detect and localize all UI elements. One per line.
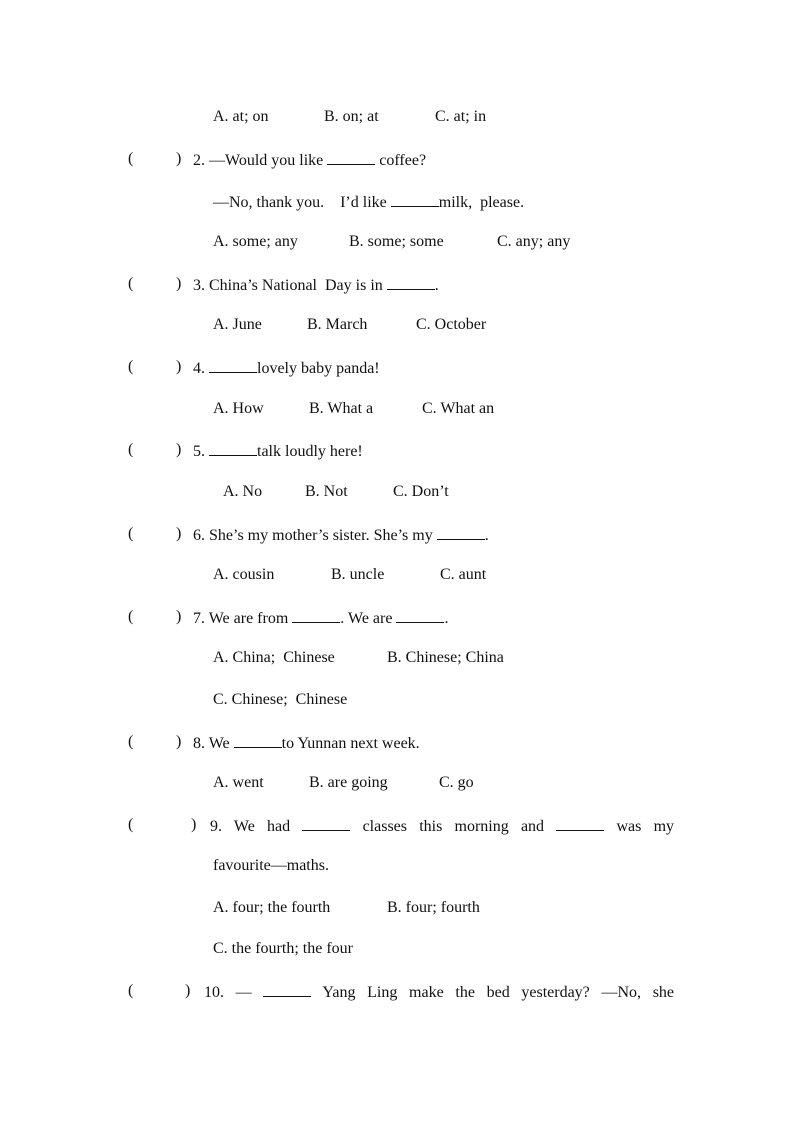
q6-option-a: A. cousin <box>213 566 275 583</box>
q1-option-c: C. at; in <box>435 108 487 125</box>
question-7: 7. We are from . We are . <box>193 607 448 627</box>
blank[interactable] <box>556 815 604 831</box>
question-9-line-2: favourite—maths. <box>213 857 329 874</box>
q2-option-b: B. some; some <box>349 233 444 250</box>
answer-bracket-q6[interactable]: ( ) <box>128 525 182 542</box>
blank[interactable] <box>437 524 485 540</box>
q7-option-a: A. China; Chinese <box>213 649 335 666</box>
q9-option-a: A. four; the fourth <box>213 899 331 916</box>
answer-bracket-q7[interactable]: ( ) <box>128 608 182 625</box>
question-2-line-2: —No, thank you. I’d like milk, please. <box>213 191 524 211</box>
q8-option-a: A. went <box>213 774 264 791</box>
q3-option-c: C. October <box>416 316 487 333</box>
q5-option-b: B. Not <box>305 483 348 500</box>
blank[interactable] <box>209 357 257 373</box>
answer-bracket-q10[interactable]: ( ) <box>128 982 191 999</box>
q3-option-b: B. March <box>307 316 368 333</box>
answer-bracket-q9[interactable]: ( ) <box>128 816 197 833</box>
q8-option-c: C. go <box>439 774 474 791</box>
question-3: 3. China’s National Day is in . <box>193 274 439 294</box>
answer-bracket-q2[interactable]: ( ) <box>128 150 182 167</box>
q4-option-a: A. How <box>213 400 264 417</box>
q4-option-b: B. What a <box>309 400 374 417</box>
blank[interactable] <box>209 440 257 456</box>
answer-bracket-q5[interactable]: ( ) <box>128 441 182 458</box>
blank[interactable] <box>302 815 350 831</box>
question-6: 6. She’s my mother’s sister. She’s my . <box>193 524 489 544</box>
q2-option-a: A. some; any <box>213 233 298 250</box>
q5-option-c: C. Don’t <box>393 483 449 500</box>
q7-option-b: B. Chinese; China <box>387 649 504 666</box>
blank[interactable] <box>327 149 375 165</box>
q1-option-b: B. on; at <box>324 108 379 125</box>
q3-option-a: A. June <box>213 316 262 333</box>
question-5: 5. talk loudly here! <box>193 440 363 460</box>
question-9: 9. We had classes this morning and was my <box>210 815 674 835</box>
q7-option-c: C. Chinese; Chinese <box>213 691 348 708</box>
q2-option-c: C. any; any <box>497 233 571 250</box>
q4-option-c: C. What an <box>422 400 495 417</box>
answer-bracket-q4[interactable]: ( ) <box>128 358 182 375</box>
question-8: 8. We to Yunnan next week. <box>193 732 420 752</box>
q6-option-c: C. aunt <box>440 566 487 583</box>
q5-option-a: A. No <box>223 483 263 500</box>
question-2: 2. —Would you like coffee? <box>193 149 426 169</box>
answer-bracket-q3[interactable]: ( ) <box>128 275 182 292</box>
blank[interactable] <box>234 732 282 748</box>
blank[interactable] <box>387 274 435 290</box>
blank[interactable] <box>292 607 340 623</box>
question-10: 10. — Yang Ling make the bed yesterday? —No, she <box>204 981 674 1001</box>
question-4: 4. lovely baby panda! <box>193 357 380 377</box>
q8-option-b: B. are going <box>309 774 388 791</box>
blank[interactable] <box>263 981 311 997</box>
blank[interactable] <box>391 191 439 207</box>
q6-option-b: B. uncle <box>331 566 385 583</box>
q9-option-b: B. four; fourth <box>387 899 480 916</box>
q9-option-c: C. the fourth; the four <box>213 940 353 957</box>
blank[interactable] <box>396 607 444 623</box>
q1-option-a: A. at; on <box>213 108 269 125</box>
answer-bracket-q8[interactable]: ( ) <box>128 733 182 750</box>
